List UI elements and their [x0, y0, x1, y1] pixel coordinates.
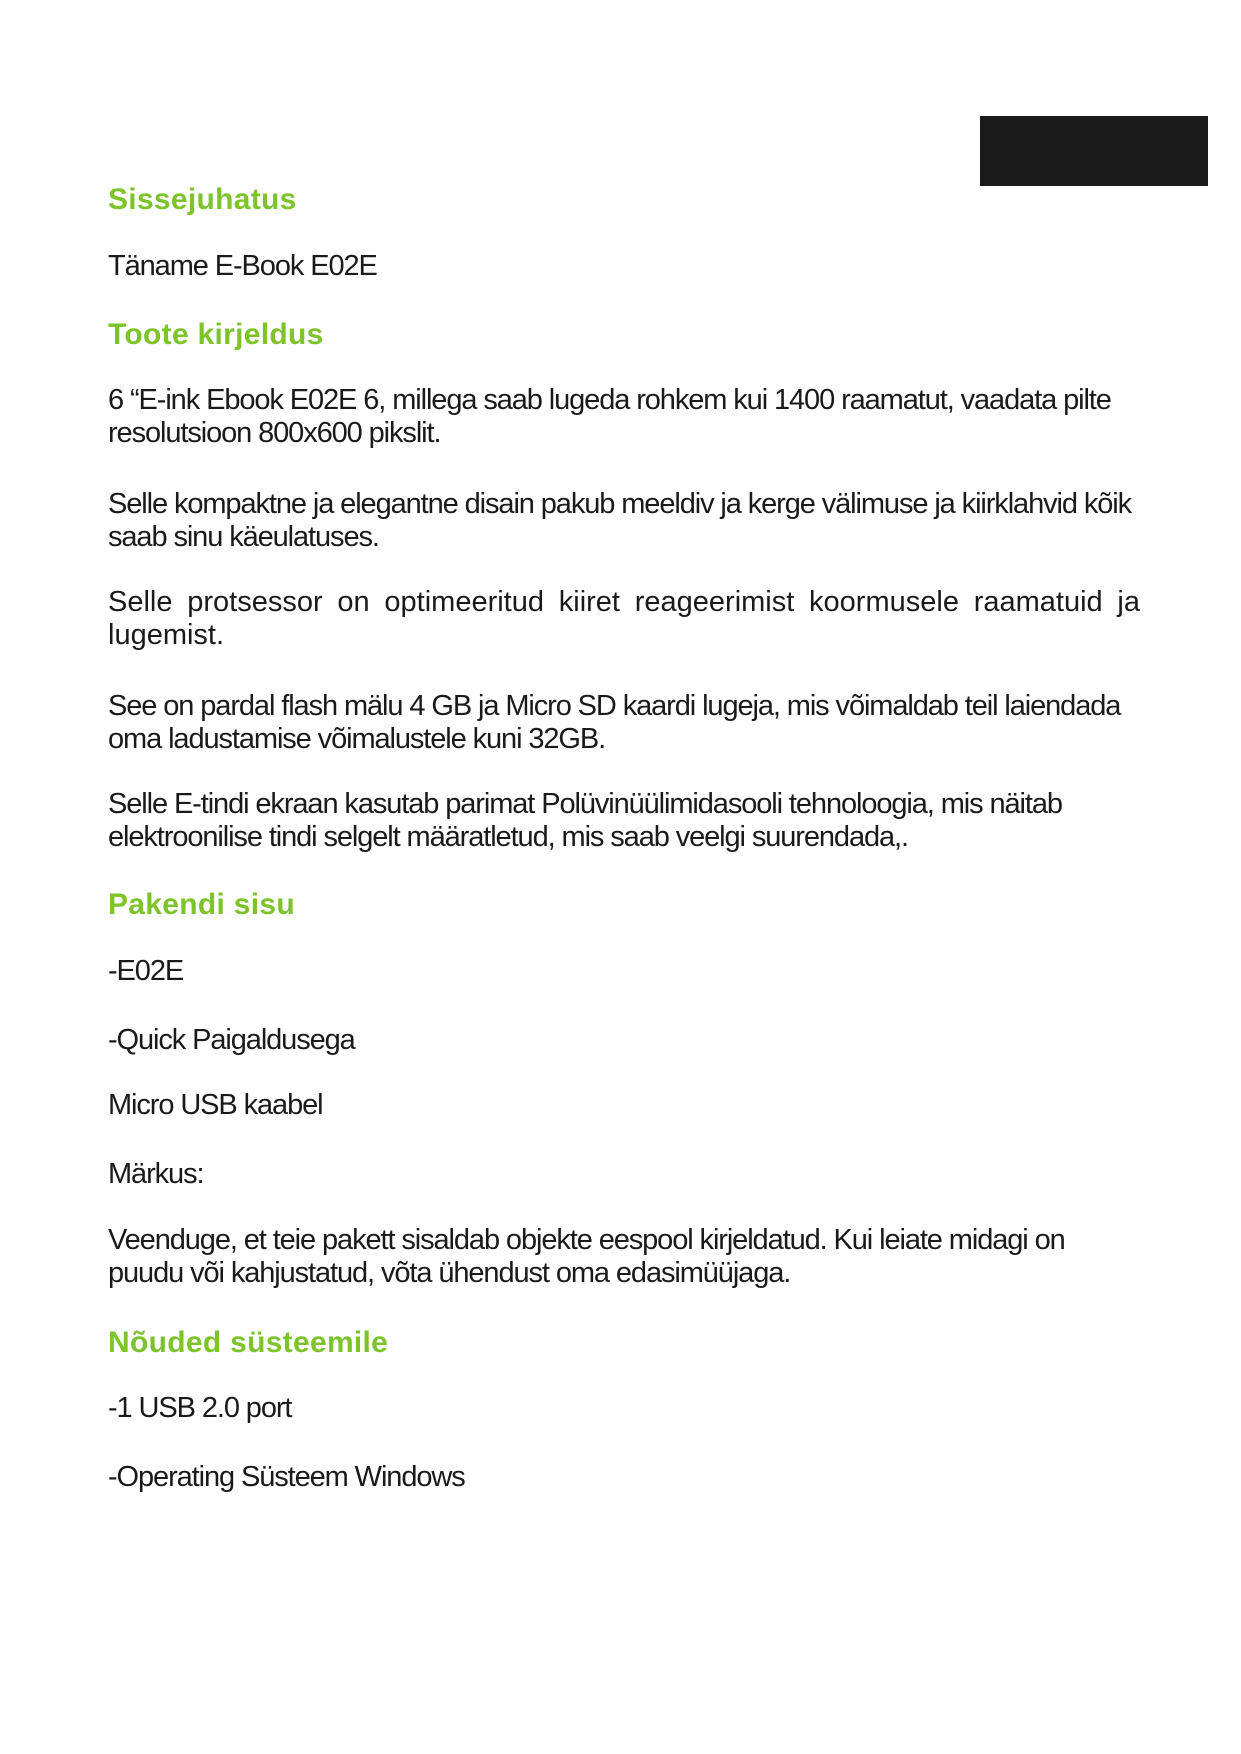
- description-paragraph-5: Selle E-tindi ekraan kasutab parimat Polüvinüülimidasooli tehnoloogia, mis näitab elektroonilise tindi selgelt määratletud, mis saab veelgi suurendada,.: [108, 788, 1062, 853]
- description-heading: Toote kirjeldus: [108, 318, 324, 351]
- requirements-item-1: -1 USB 2.0 port: [108, 1392, 292, 1424]
- intro-text: Täname E-Book E02E: [108, 250, 377, 282]
- requirements-heading: Nõuded süsteemile: [108, 1326, 389, 1359]
- description-paragraph-1: 6 “E-ink Ebook E02E 6, millega saab lugeda rohkem kui 1400 raamatut, vaadata pilte resolutsioon 800x600 pikslit.: [108, 384, 1111, 449]
- intro-heading: Sissejuhatus: [108, 183, 297, 216]
- package-item-1: -E02E: [108, 955, 184, 987]
- description-paragraph-2: Selle kompaktne ja elegantne disain pakub meeldiv ja kerge välimuse ja kiirklahvid kõik saab sinu käeulatuses.: [108, 488, 1132, 553]
- package-note-text: Veenduge, et teie pakett sisaldab objekte eespool kirjeldatud. Kui leiate midagi on puudu või kahjustatud, võta ühendust oma edasimüüjaga.: [108, 1224, 1065, 1289]
- black-header-block: [980, 116, 1208, 186]
- description-paragraph-3: Selle protsessor on optimeeritud kiiret reageerimist koormusele raamatuid ja lugemist.: [108, 586, 1140, 651]
- package-note-label: Märkus:: [108, 1158, 204, 1190]
- requirements-item-2: -Operating Süsteem Windows: [108, 1461, 465, 1493]
- description-paragraph-4: See on pardal flash mälu 4 GB ja Micro SD kaardi lugeja, mis võimaldab teil laiendada oma ladustamise võimalustele kuni 32GB.: [108, 690, 1121, 755]
- package-heading: Pakendi sisu: [108, 888, 296, 921]
- package-item-2: -Quick Paigaldusega: [108, 1024, 355, 1056]
- package-item-3: Micro USB kaabel: [108, 1089, 323, 1121]
